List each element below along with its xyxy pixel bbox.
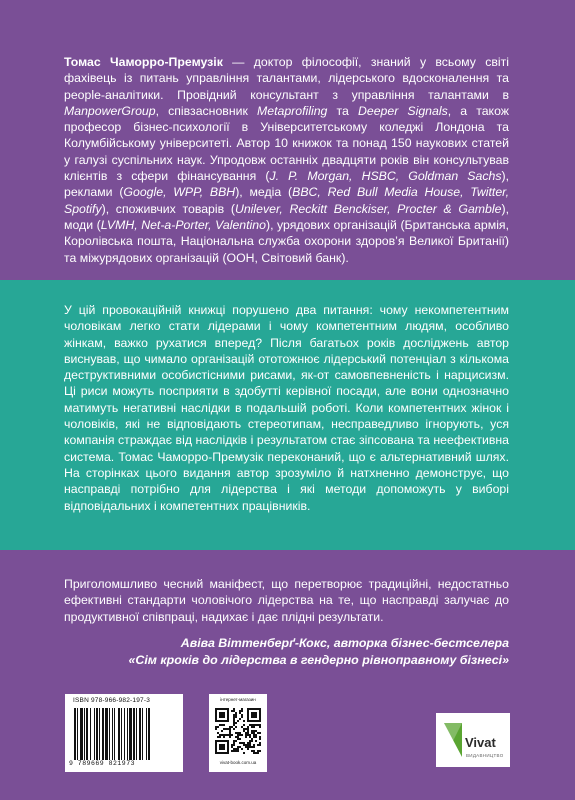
bio-clients-goods: Unilever, Reckitt Benckiser, Procter & Gamble <box>234 201 502 216</box>
publisher-name: Vivat <box>465 735 496 750</box>
barcode-icon <box>73 708 175 760</box>
bio-text-2: , співзасновник <box>155 103 257 118</box>
bio-text-1: — доктор філософії, знаний у всьому світі фахівець із питань управління талантами, лідерського вдосконалення та people-аналітики. Провідний консультант з управління талантами в <box>64 55 509 102</box>
book-description-text: У цій провокаційній книжці порушено два питання: чому некомпетентним чоловікам легко стати лідерами і чому компетентним людям, особливо жінкам, важко рухатися вперед? Після багатьох років досліджень автор виснував, що чимало організацій ототожнює лідерський потенціал з кількома деструктивними особистісними рисами, як-от самовпевненість і нарцисизм. Ці риси можуть посприяти в здобутті керівної посади, але вони однозначно матимуть негативні наслідки в подальшій роботі. Коли компетентних жінок і чоловіків, які не відповідають стереотипам, несправедливо ігнорують, уся компанія страждає від наслідків і результатом стає зіпсована та неефективна система. Томас Чаморро-Премузік переконаний, що є альтернативний шлях. На сторінках цього видання автор зрозуміло й натхненно демонструє, що насправді потрібно для лідерства і які методи допоможуть у виборі відповідальних і компетентних працівників. <box>64 303 509 513</box>
author-bio-section <box>0 54 575 266</box>
bio-text-4: , а також професор бізнес-психології в Університетському коледжі Лондона та Колумбійському університеті. Автор 10 книжок та понад 150 наукових статей у галузі суспільних наук. Упродовж останніх двадцяти років він консультував клієнтів з сфери фінансування ( <box>64 103 509 184</box>
bio-company-2: Metaprofiling <box>257 103 328 118</box>
bio-clients-fashion: LVMH, Net-a-Porter, Valentino <box>100 217 266 232</box>
bio-text-5: ), реклами ( <box>64 169 509 200</box>
isbn-barcode <box>65 694 183 772</box>
isbn-number: ISBN 978-966-982-197-3 <box>73 697 151 704</box>
qr-code-block <box>209 694 267 772</box>
review-quote-section <box>0 576 575 669</box>
author-name: Томас Чаморро-Премузік <box>64 55 223 69</box>
qr-code-icon <box>215 708 261 754</box>
quote-attribution <box>64 635 509 669</box>
review-quote-text: Приголомшливо чесний маніфест, що перетворює традиційні, недостатньо ефективні стандарти чоловічого лідерства на те, що насправді залучає до продуктивної співпраці, надихає і дає плідні результати. <box>64 577 509 624</box>
vivat-leaf-icon <box>442 719 464 761</box>
publisher-logo <box>436 713 510 767</box>
bio-text-8: ), моди ( <box>64 201 509 232</box>
quote-attribution-book: «Сім кроків до лідерства в гендерно рівноправному бізнесі» <box>128 652 509 667</box>
bio-clients-finance: J. P. Morgan, HSBC, Goldman Sachs <box>269 169 502 184</box>
qr-caption-top: інтернет-магазин <box>220 697 256 702</box>
book-description-section <box>0 280 575 550</box>
bio-text-6: ), медіа ( <box>235 185 293 200</box>
bio-clients-media: BBC, Red Bull Media House, Twitter, Spotify <box>64 185 509 216</box>
qr-caption-bottom: vivat-book.com.ua <box>219 760 257 765</box>
bio-text-3: та <box>327 103 358 118</box>
bio-company-3: Deeper Signals <box>357 103 448 118</box>
bio-text-9: ), урядових організацій (Британська армія, Королівська пошта, Національна служба охорони здоров’я Великої Британії) та міжурядових організацій (ООН, Світовий банк). <box>64 217 509 265</box>
bio-company-1: ManpowerGroup <box>64 103 156 118</box>
quote-attribution-author: Авіва Віттенберґ-Кокс, авторка бізнес-бестселера <box>180 635 509 650</box>
bio-text-7: ), споживчих товарів ( <box>101 201 235 216</box>
publisher-tagline: ВИДАВНИЦТВО <box>466 753 504 758</box>
barcode-digits: 9 789669 821973 <box>69 760 136 767</box>
bio-clients-ads: Google, WPP, BBH <box>123 185 236 200</box>
author-bio-text <box>64 54 509 266</box>
